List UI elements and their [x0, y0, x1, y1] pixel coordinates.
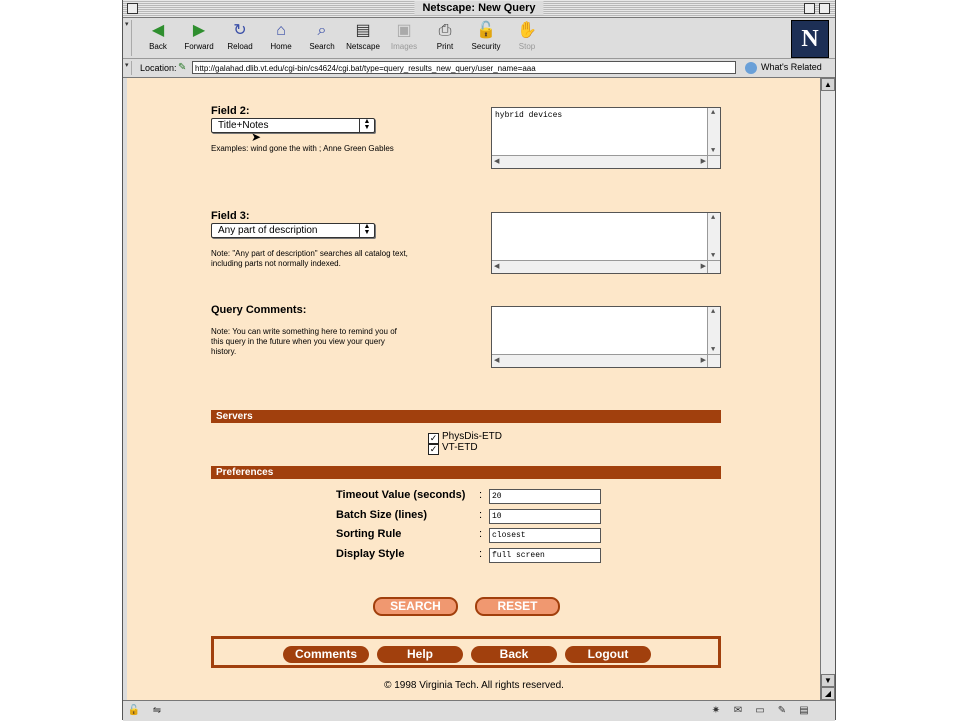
- page-proxy-icon[interactable]: ✎: [178, 62, 187, 73]
- netscape-icon: ▤: [355, 22, 371, 39]
- field3-note-line1: Note: "Any part of description" searches all catalog text,: [211, 249, 408, 258]
- field2-resize-corner: [707, 155, 720, 168]
- timeout-colon: :: [479, 489, 483, 501]
- batch-size-input[interactable]: 10: [489, 509, 601, 524]
- comments-label: Query Comments:: [211, 304, 307, 316]
- stop-icon: ✋: [517, 22, 537, 39]
- navigation-toolbar: [123, 18, 835, 59]
- resize-grip-icon[interactable]: ◢: [821, 687, 835, 700]
- related-icon: [745, 62, 757, 74]
- bookmark-icon[interactable]: ▤: [799, 705, 809, 716]
- back-arrow-icon: ◀: [151, 22, 165, 39]
- comments-resize-corner: [707, 354, 720, 367]
- location-bar: [123, 59, 835, 78]
- field3-select-value: Any part of description: [218, 225, 318, 236]
- server-checkbox-vt[interactable]: ✓: [429, 444, 438, 454]
- field3-note-line2: including parts not normally indexed.: [211, 259, 341, 268]
- reload-button[interactable]: ↻ Reload: [227, 22, 253, 51]
- url-field[interactable]: http://galahad.dlib.vt.edu/cgi-bin/cs4624/cgi.bat/type=query_results_new_query/user_name=aaa: [192, 61, 736, 74]
- field2-label: Field 2:: [211, 105, 250, 117]
- toolbar-collapse-tab[interactable]: ▾: [125, 20, 132, 56]
- field3-select[interactable]: [211, 223, 375, 238]
- reload-icon: ↻: [233, 22, 247, 39]
- back-button[interactable]: ◀ Back: [149, 22, 167, 51]
- field3-hscroll[interactable]: ◀ ▶: [492, 260, 708, 273]
- netscape-button[interactable]: ▤ Netscape: [346, 22, 380, 51]
- field2-select[interactable]: [211, 118, 375, 133]
- search-submit-button[interactable]: SEARCH: [373, 597, 458, 616]
- field2-hscroll[interactable]: ◀ ▶: [492, 155, 708, 168]
- preferences-heading: Preferences: [211, 466, 721, 479]
- home-button[interactable]: ⌂ Home: [270, 22, 292, 51]
- print-button[interactable]: ⎙ Print: [436, 22, 454, 51]
- browser-window: [122, 0, 836, 720]
- comments-textarea[interactable]: [491, 306, 721, 368]
- display-style-input[interactable]: full screen: [489, 548, 601, 563]
- server-checkbox-physdis[interactable]: ✓: [429, 433, 438, 443]
- field3-textarea[interactable]: [491, 212, 721, 274]
- forward-button[interactable]: ▶ Forward: [184, 22, 214, 51]
- mail-icon[interactable]: ✉: [733, 705, 743, 716]
- field2-examples: Examples: wind gone the with ; Anne Green Gables: [211, 144, 394, 153]
- copyright-text: © 1998 Virginia Tech. All rights reserved.: [384, 680, 564, 691]
- comments-note-line3: history.: [211, 347, 237, 356]
- search-button[interactable]: ⌕ Search: [309, 22, 335, 51]
- location-label: Location:: [140, 63, 177, 73]
- stop-button[interactable]: ✋ Stop: [517, 22, 537, 51]
- help-nav-button[interactable]: Help: [377, 646, 463, 663]
- chevron-updown-icon: ▲ ▼: [359, 224, 374, 237]
- logout-nav-button[interactable]: Logout: [565, 646, 651, 663]
- page-vertical-scrollbar[interactable]: [820, 78, 835, 700]
- field2-text: hybrid devices: [495, 111, 563, 120]
- reset-button[interactable]: RESET: [475, 597, 560, 616]
- home-icon: ⌂: [276, 22, 286, 39]
- mouse-pointer-icon: ➤: [251, 130, 262, 144]
- field2-select-value: Title+Notes: [218, 120, 269, 131]
- display-style-colon: :: [479, 548, 483, 560]
- comments-hscroll[interactable]: ◀ ▶: [492, 354, 708, 367]
- connection-status-icon: ⇋: [152, 705, 162, 716]
- images-icon: ▣: [396, 22, 412, 39]
- scroll-up-arrow-icon[interactable]: ▲: [821, 78, 835, 91]
- footer-navigation: [211, 636, 721, 668]
- comments-note-line1: Note: You can write something here to remind you of: [211, 327, 397, 336]
- location-collapse-tab[interactable]: ▾: [125, 61, 132, 75]
- field3-label: Field 3:: [211, 210, 250, 222]
- zoom-box[interactable]: [804, 3, 815, 14]
- title-bar[interactable]: [123, 0, 835, 18]
- sorting-rule-colon: :: [479, 528, 483, 540]
- sorting-rule-input[interactable]: closest: [489, 528, 601, 543]
- server-label-physdis: PhysDis-ETD: [442, 431, 503, 442]
- server-label-vt: VT-ETD: [442, 442, 478, 453]
- composer-icon[interactable]: ✎: [777, 705, 787, 716]
- status-bar: [123, 700, 835, 721]
- lock-icon: 🔓: [476, 22, 496, 39]
- netscape-logo-icon[interactable]: N: [791, 20, 829, 58]
- close-box[interactable]: [127, 3, 138, 14]
- lock-status-icon[interactable]: 🔓: [127, 705, 141, 716]
- print-icon: ⎙: [438, 22, 452, 39]
- collapse-box[interactable]: [819, 3, 830, 14]
- field2-textarea[interactable]: [491, 107, 721, 169]
- search-icon: ⌕: [317, 22, 327, 39]
- whats-related-button[interactable]: What's Related: [745, 61, 822, 74]
- timeout-label: Timeout Value (seconds): [336, 489, 466, 501]
- images-button[interactable]: ▣ Images: [390, 22, 418, 51]
- field3-resize-corner: [707, 260, 720, 273]
- comments-note-line2: this query in the future when you view your query: [211, 337, 385, 346]
- comments-vscroll[interactable]: ▲ ▼: [707, 307, 720, 355]
- activity-indicator-icon: ✷: [711, 705, 721, 716]
- scroll-down-arrow-icon[interactable]: ▼: [821, 674, 835, 687]
- back-nav-button[interactable]: Back: [471, 646, 557, 663]
- page-content: [127, 78, 821, 700]
- forward-arrow-icon: ▶: [192, 22, 206, 39]
- window-title: Netscape: New Query: [414, 1, 543, 15]
- chevron-updown-icon: ▲ ▼: [359, 119, 374, 132]
- batch-size-label: Batch Size (lines): [336, 509, 428, 521]
- sorting-rule-label: Sorting Rule: [336, 528, 402, 540]
- batch-size-colon: :: [479, 509, 483, 521]
- field2-vscroll[interactable]: ▲ ▼: [707, 108, 720, 156]
- field3-vscroll[interactable]: ▲ ▼: [707, 213, 720, 261]
- news-icon[interactable]: ▭: [755, 705, 765, 716]
- timeout-input[interactable]: 20: [489, 489, 601, 504]
- comments-nav-button[interactable]: Comments: [283, 646, 369, 663]
- display-style-label: Display Style: [336, 548, 405, 560]
- servers-heading: Servers: [211, 410, 721, 423]
- security-button[interactable]: 🔓 Security: [471, 22, 501, 51]
